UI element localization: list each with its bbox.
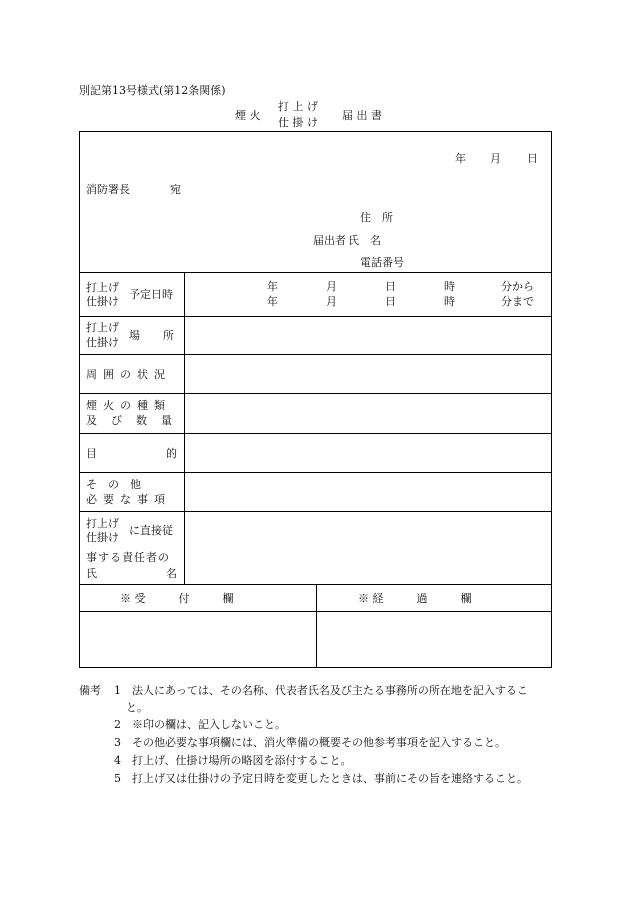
name-label[interactable]: 氏 名 <box>348 234 381 247</box>
form-number: 別記第13号様式(第12条関係) <box>79 84 226 97</box>
resp-label: 仕掛け <box>86 531 119 544</box>
notes-heading: 備考 <box>79 684 101 697</box>
row-divider <box>80 472 551 473</box>
row-divider <box>80 272 551 273</box>
receipt-label: ※ 受 付 欄 <box>120 592 234 605</box>
other-label: そ の 他 <box>86 478 141 491</box>
surroundings-label: 周囲の状況 <box>86 368 171 381</box>
sched-hour: 時 <box>444 295 455 308</box>
sched-day: 日 <box>385 280 396 293</box>
type-label: 煙火の種類 <box>86 399 171 412</box>
sched-month: 月 <box>326 295 337 308</box>
sched-year: 年 <box>267 280 278 293</box>
row-divider <box>80 511 551 512</box>
date-day: 日 <box>527 152 538 165</box>
purpose-label: 的 <box>166 447 177 460</box>
place-label: 打上げ <box>86 321 119 334</box>
title-fireworks: 煙 火 <box>235 109 261 122</box>
place-label: 仕掛け <box>86 336 119 349</box>
resp-label: 事する責任者の <box>86 551 170 564</box>
sched-from: 分から <box>501 280 534 293</box>
schedule-label: 打上げ <box>86 281 119 294</box>
resp-label: 打上げ <box>86 517 119 530</box>
sched-month: 月 <box>326 280 337 293</box>
date-month: 月 <box>490 152 501 165</box>
note-item: 1 法人にあっては、その名称、代表者氏名及び主たる事務所の所在地を記入するこ <box>114 684 528 697</box>
note-item: と。 <box>126 701 148 714</box>
row-divider <box>80 393 551 394</box>
sched-to: 分まで <box>501 295 534 308</box>
sched-year: 年 <box>267 295 278 308</box>
resp-label: 名 <box>166 567 177 580</box>
note-item: 4 打上げ、仕掛け場所の略図を添付すること。 <box>114 754 352 767</box>
title-notice: 届 出 書 <box>342 109 382 122</box>
sched-day: 日 <box>385 295 396 308</box>
applicant-label: 届出者 <box>313 234 346 247</box>
row-divider <box>80 354 551 355</box>
schedule-label: 予定日時 <box>129 288 173 301</box>
address-label[interactable]: 住 所 <box>360 211 393 224</box>
type-label: 及び数量 <box>86 414 186 427</box>
title-uchiage: 打 上 げ <box>278 100 318 113</box>
bottom-column-divider <box>316 584 317 668</box>
resp-label: 氏 <box>86 567 97 580</box>
sched-hour: 時 <box>444 280 455 293</box>
schedule-label: 仕掛け <box>86 295 119 308</box>
purpose-label: 目 <box>86 447 97 460</box>
label-column-divider <box>184 272 185 584</box>
resp-label: に直接従 <box>129 524 173 537</box>
date-year: 年 <box>455 152 466 165</box>
title-shikake: 仕 掛 け <box>278 116 318 129</box>
note-item: 2 ※印の欄は、記入しないこと。 <box>114 718 286 731</box>
progress-label: ※ 経 過 欄 <box>358 592 472 605</box>
notification-form <box>79 131 552 668</box>
addressee: 消防署長 <box>86 183 130 196</box>
note-item: 3 その他必要な事項欄には、消火準備の概要その他参考事項を記入すること。 <box>114 736 506 749</box>
note-item: 5 打上げ又は仕掛けの予定日時を変更したときは、事前にその旨を連絡すること。 <box>114 772 528 785</box>
place-label: 場 所 <box>129 329 180 342</box>
other-label: 必要な事項 <box>86 493 171 506</box>
row-divider <box>80 433 551 434</box>
addressee-suffix: 宛 <box>170 183 181 196</box>
phone-label[interactable]: 電話番号 <box>360 256 404 269</box>
row-divider <box>80 316 551 317</box>
